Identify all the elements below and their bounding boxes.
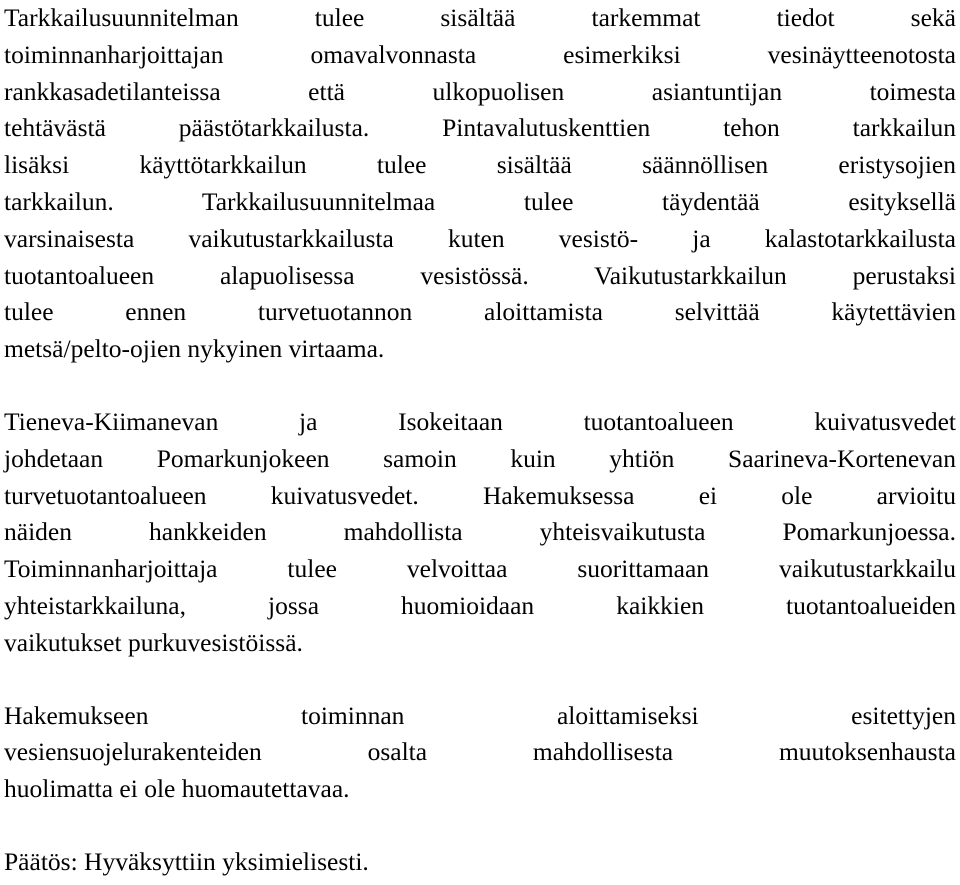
text-line: tulee ennen turvetuotannon aloittamista selvittää käytettävien (4, 297, 956, 327)
text-line: Tarkkailusuunnitelman tulee sisältää tarkemmat tiedot sekä (4, 3, 956, 32)
text-line: tuotantoalueen alapuolisessa vesistössä. Vaikutustarkkailun perustaksi (4, 260, 956, 290)
text-line: tarkkailun. Tarkkailusuunnitelmaa tulee täydentää esityksellä (4, 186, 956, 216)
paragraph-monitoring-plan (4, 0, 956, 368)
text-line: Tieneva-Kiimanevan ja Isokeitaan tuotantoalueen kuivatusvedet (4, 406, 956, 436)
text-line: vaikutukset purkuvesistöissä. (4, 627, 303, 657)
text-line: varsinaisesta vaikutustarkkailusta kuten vesistö- ja kalastotarkkailusta (4, 223, 956, 253)
paragraph-decision (4, 844, 956, 881)
text-line: tehtävästä päästötarkkailusta. Pintavalutuskenttien tehon tarkkailun (4, 113, 956, 143)
text-line: toiminnanharjoittajan omavalvonnasta esimerkiksi vesinäytteenotosta (4, 39, 956, 69)
paragraph-water-protection (4, 698, 956, 808)
text-line: yhteistarkkailuna, jossa huomioidaan kaikkien tuotantoalueiden (4, 590, 956, 620)
text-line: vesiensuojelurakenteiden osalta mahdollisesta muutoksenhausta (4, 737, 956, 767)
text-line: johdetaan Pomarkunjokeen samoin kuin yhtiön Saarineva-Kortenevan (4, 443, 956, 473)
text-line: Hakemukseen toiminnan aloittamiseksi esitettyjen (4, 700, 956, 730)
text-line: näiden hankkeiden mahdollista yhteisvaikutusta Pomarkunjoessa. (4, 517, 956, 547)
decision-text: Päätös: Hyväksyttiin yksimielisesti. (4, 846, 369, 876)
paragraph-spacer (4, 662, 956, 698)
paragraph-drainage-waters (4, 404, 956, 662)
paragraph-spacer (4, 808, 956, 844)
text-line: rankkasadetilanteissa että ulkopuolisen asiantuntijan toimesta (4, 76, 956, 106)
text-line: metsä/pelto-ojien nykyinen virtaama. (4, 334, 385, 364)
text-line: turvetuotantoalueen kuivatusvedet. Hakemuksessa ei ole arvioitu (4, 480, 956, 510)
paragraph-spacer (4, 368, 956, 404)
text-line: lisäksi käyttötarkkailun tulee sisältää säännöllisen eristysojien (4, 150, 956, 180)
text-line: Toiminnanharjoittaja tulee velvoittaa suorittamaan vaikutustarkkailu (4, 554, 956, 584)
text-line: huolimatta ei ole huomautettavaa. (4, 774, 350, 804)
document-page (4, 0, 956, 881)
